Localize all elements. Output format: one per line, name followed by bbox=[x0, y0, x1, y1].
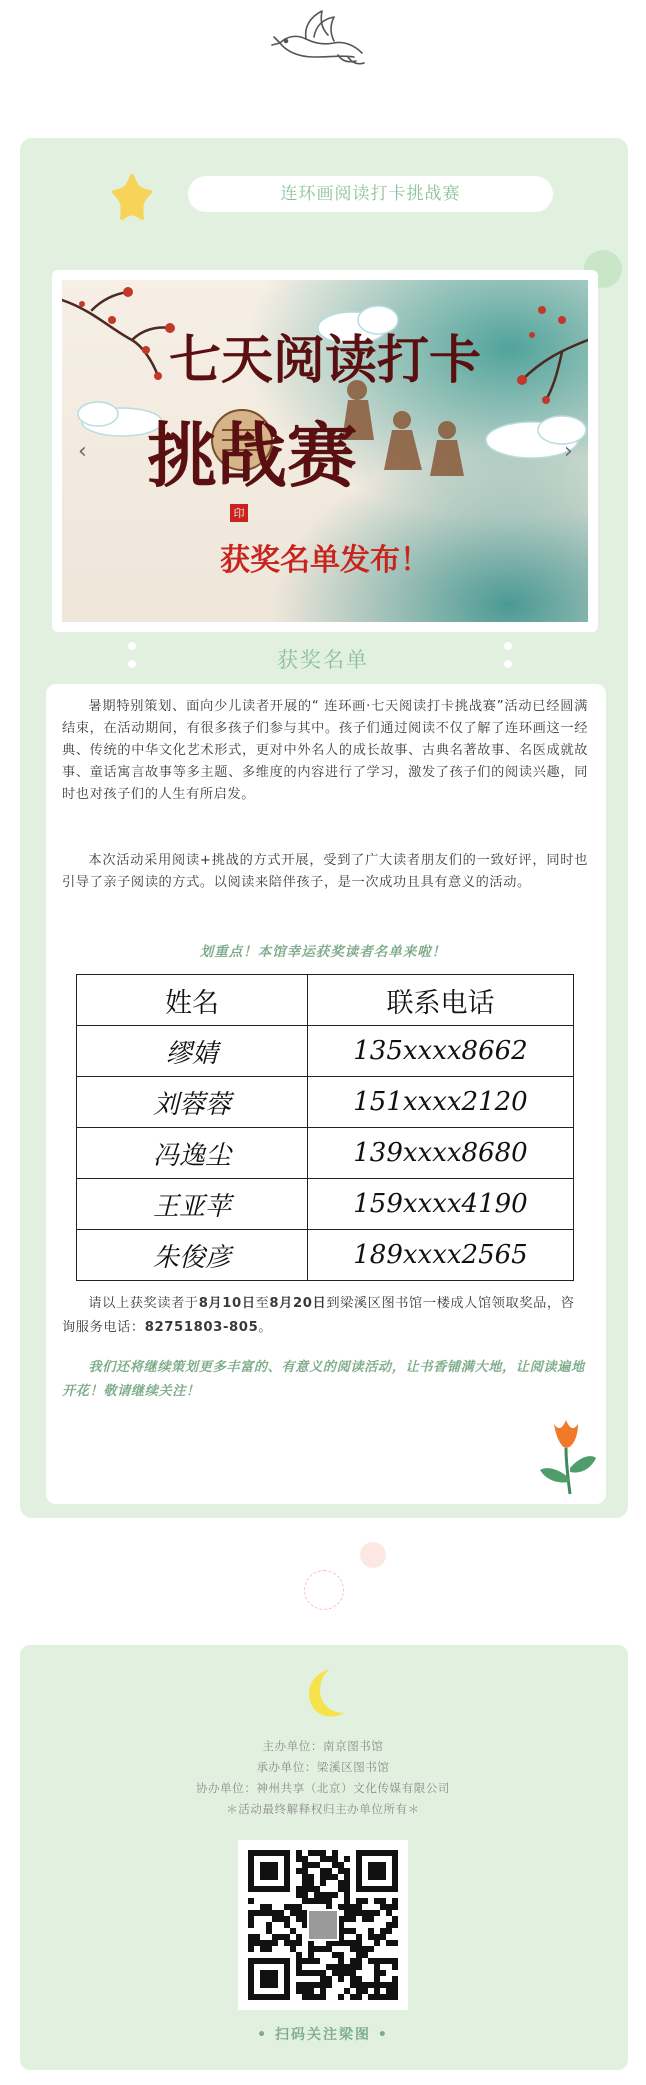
winner-name: 刘蓉蓉 bbox=[77, 1077, 308, 1128]
table-row bbox=[77, 1026, 574, 1077]
carousel-next-icon[interactable]: › bbox=[564, 439, 573, 464]
pickup-notice bbox=[62, 1292, 588, 1340]
table-row bbox=[77, 1077, 574, 1128]
winners-table bbox=[76, 974, 574, 1281]
highlight-text: 划重点！本馆幸运获奖读者名单来啦！ bbox=[199, 944, 447, 960]
notice-text: 至 bbox=[255, 1296, 270, 1311]
banner-headline: 七天阅读打卡 bbox=[168, 330, 482, 391]
winner-phone: 139xxxx8680 bbox=[308, 1128, 574, 1179]
qr-code[interactable] bbox=[238, 1840, 408, 2010]
cohost-line: 协办单位：神州共享（北京）文化传媒有限公司 bbox=[195, 1781, 451, 1795]
table-row bbox=[77, 1128, 574, 1179]
banner-subtitle: 获奖名单发布！ bbox=[220, 543, 430, 578]
notice-text: 请以上获奖读者于 bbox=[88, 1296, 199, 1311]
dove-icon bbox=[258, 5, 378, 85]
column-header-name: 姓名 bbox=[77, 975, 308, 1026]
winner-name: 王亚苹 bbox=[77, 1179, 308, 1230]
circle-decoration bbox=[304, 1570, 344, 1610]
article-paragraph-2: 本次活动采用阅读+挑战的方式开展，受到了广大读者朋友们的一致好评，同时也引导了亲子阅读的方式。以阅读来陪伴孩子，是一次成功且具有意义的活动。 bbox=[62, 853, 588, 890]
winner-phone: 151xxxx2120 bbox=[308, 1077, 574, 1128]
notice-date-start: 8月10日 bbox=[198, 1296, 256, 1311]
service-phone: 82751803-805 bbox=[144, 1320, 259, 1335]
seal-mark: 印 bbox=[233, 507, 245, 520]
closing-text: 我们还将继续策划更多丰富的、有意义的阅读活动，让书香铺满大地，让阅读遍地开花！敬请继续关注！ bbox=[62, 1360, 585, 1399]
notice-date-end: 8月20日 bbox=[269, 1296, 327, 1311]
star-icon bbox=[104, 172, 160, 228]
carousel-prev-icon[interactable]: ‹ bbox=[78, 439, 87, 464]
banner-image bbox=[62, 280, 588, 622]
section-heading: 获奖名单 bbox=[277, 648, 369, 672]
rights-line: ＊活动最终解释权归主办单位所有＊ bbox=[226, 1802, 420, 1816]
host-line: 主办单位：南京图书馆 bbox=[262, 1739, 384, 1753]
moon-icon bbox=[300, 1665, 352, 1721]
notice-text: 到梁溪区图书馆一楼成人馆领取奖品，咨询服务电话： bbox=[62, 1296, 575, 1335]
winner-name: 朱俊彦 bbox=[77, 1230, 308, 1281]
column-header-phone: 联系电话 bbox=[308, 975, 574, 1026]
tulip-icon bbox=[536, 1408, 598, 1496]
winner-phone: 159xxxx4190 bbox=[308, 1179, 574, 1230]
winner-name: 冯逸尘 bbox=[77, 1128, 308, 1179]
organizer-line: 承办单位：梁溪区图书馆 bbox=[256, 1760, 390, 1774]
dot-decoration bbox=[360, 1542, 386, 1568]
winner-phone: 135xxxx8662 bbox=[308, 1026, 574, 1077]
winner-phone: 189xxxx2565 bbox=[308, 1230, 574, 1281]
page-title: 连环画阅读打卡挑战赛 bbox=[188, 176, 553, 212]
notice-text: 。 bbox=[258, 1320, 273, 1335]
scan-follow-label: • 扫码关注梁图 • bbox=[257, 2027, 389, 2043]
winner-name: 缪婧 bbox=[77, 1026, 308, 1077]
table-row bbox=[77, 1230, 574, 1281]
article-paragraph-1: 暑期特别策划、面向少儿读者开展的“ 连环画·七天阅读打卡挑战赛”活动已经圆满结束，在活动期间，有很多孩子们参与其中。孩子们通过阅读不仅了解了连环画这一经典、传统的中华文化艺术形式，更对中外名人的成长故事、古典名著故事、名医成就故事、童话寓言故事等多主题、多维度的内容进行了学习，激发了孩子们的阅读兴趣，同时也对孩子们的人生有所启发。 bbox=[62, 699, 588, 802]
table-header-row bbox=[77, 975, 574, 1026]
banner-headline-big: 挑战赛 bbox=[147, 414, 357, 497]
table-row bbox=[77, 1179, 574, 1230]
